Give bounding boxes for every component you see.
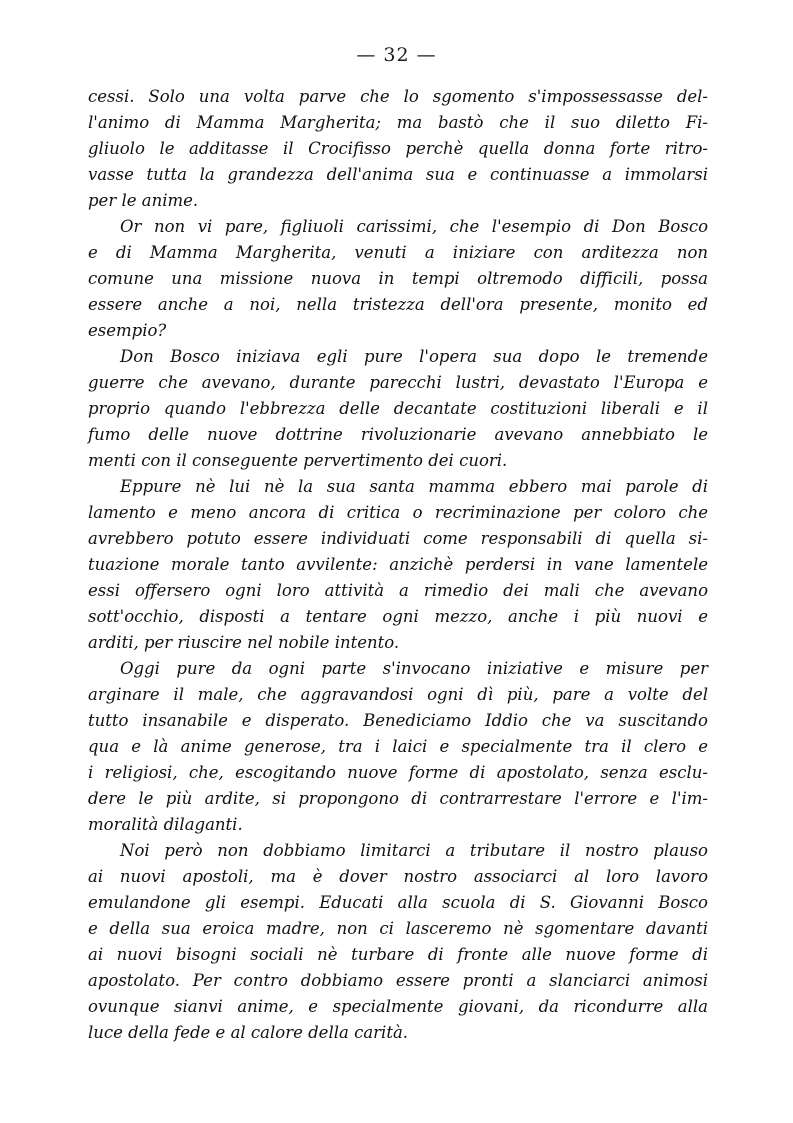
text-line: Or non vi pare, figliuoli carissimi, che l'esempio di Don Bosco — [120, 217, 708, 236]
text-line: cessi. Solo una volta parve che lo sgomento s'impossessasse del- — [88, 87, 708, 106]
text-line: comune una missione nuova in tempi oltremodo difficili, possa — [88, 269, 708, 288]
text-line: i religiosi, che, escogitando nuove forme di apostolato, senza esclu- — [88, 763, 708, 782]
text-line: esempio? — [88, 321, 167, 340]
text-line: fumo delle nuove dottrine rivoluzionarie avevano annebbiato le — [88, 425, 708, 444]
text-line: avrebbero potuto essere individuati come responsabili di quella si- — [88, 529, 708, 548]
text-line: sott'occhio, disposti a tentare ogni mezzo, anche i più nuovi e — [88, 607, 708, 626]
text-line: tutto insanabile e disperato. Benediciamo Iddio che va suscitando — [88, 711, 708, 730]
text-line: gliuolo le additasse il Crocifisso perchè quella donna forte ritro- — [88, 139, 708, 158]
text-line: arditi, per riuscire nel nobile intento. — [88, 633, 400, 652]
text-line: e di Mamma Margherita, venuti a iniziare con arditezza non — [88, 243, 708, 262]
text-line: l'animo di Mamma Margherita; ma bastò che il suo diletto Fi- — [88, 113, 708, 132]
text-line: Oggi pure da ogni parte s'invocano iniziative e misure per — [120, 659, 708, 678]
text-line: tuazione morale tanto avvilente: anzichè perdersi in vane lamentele — [88, 555, 708, 574]
text-line: apostolato. Per contro dobbiamo essere pronti a slanciarci animosi — [88, 971, 708, 990]
text-line: essi offersero ogni loro attività a rimedio dei mali che avevano — [88, 581, 708, 600]
text-line: arginare il male, che aggravandosi ogni dì più, pare a volte del — [88, 685, 708, 704]
text-line: vasse tutta la grandezza dell'anima sua e continuasse a immolarsi — [88, 165, 708, 184]
text-line: moralità dilaganti. — [88, 815, 243, 834]
text-line: ai nuovi bisogni sociali nè turbare di fronte alle nuove forme di — [88, 945, 708, 964]
text-line: per le anime. — [88, 191, 199, 210]
text-line: qua e là anime generose, tra i laici e specialmente tra il clero e — [88, 737, 708, 756]
text-line: guerre che avevano, durante parecchi lustri, devastato l'Europa e — [88, 373, 708, 392]
text-line: emulandone gli esempi. Educati alla scuola di S. Giovanni Bosco — [88, 893, 708, 912]
text-line: menti con il conseguente pervertimento dei cuori. — [88, 451, 508, 470]
text-line: proprio quando l'ebbrezza delle decantate costituzioni liberali e il — [88, 399, 708, 418]
text-line: ai nuovi apostoli, ma è dover nostro associarci al loro lavoro — [88, 867, 708, 886]
text-line: e della sua eroica madre, non ci lasceremo nè sgomentare davanti — [88, 919, 708, 938]
text-line: luce della fede e al calore della carità. — [88, 1023, 409, 1042]
text-line: essere anche a noi, nella tristezza dell'ora presente, monito ed — [88, 295, 708, 314]
text-line: dere le più ardite, si propongono di contrarrestare l'errore e l'im- — [88, 789, 708, 808]
text-line: ovunque sianvi anime, e specialmente giovani, da ricondurre alla — [88, 997, 708, 1016]
text-line: Noi però non dobbiamo limitarci a tributare il nostro plauso — [120, 841, 708, 860]
text-line: Don Bosco iniziava egli pure l'opera sua dopo le tremende — [120, 347, 708, 366]
text-line: Eppure nè lui nè la sua santa mamma ebbero mai parole di — [120, 477, 708, 496]
page-number: — 32 — — [356, 44, 437, 66]
body-text — [88, 84, 708, 1046]
text-line: lamento e meno ancora di critica o recriminazione per coloro che — [88, 503, 708, 522]
